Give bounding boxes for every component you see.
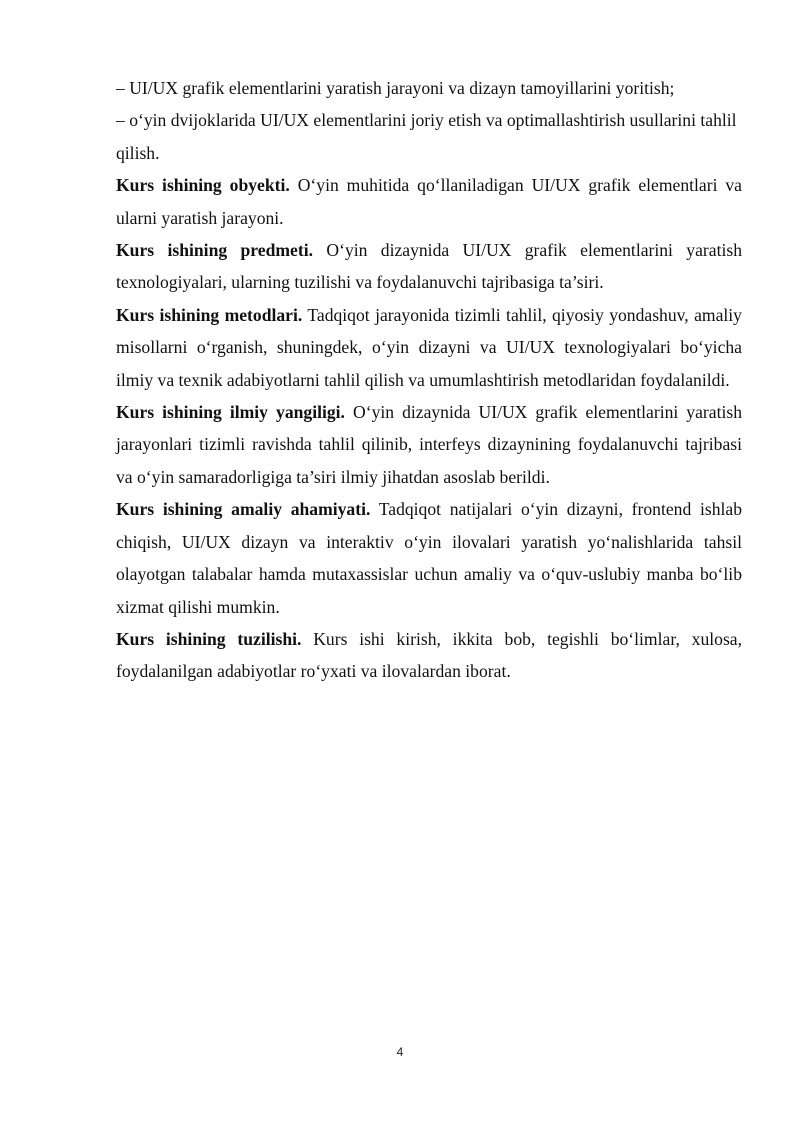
section-predmet (116, 234, 742, 299)
section-ahamiyat-label: Kurs ishining amaliy ahamiyati. (116, 499, 371, 520)
section-tuzilish-label: Kurs ishining tuzilishi. (116, 628, 302, 649)
section-obyekt-text: O‘yin muhitida qo‘llaniladigan UI/UX grafik elementlari va ularni yaratish jarayoni. (116, 175, 742, 228)
objective-item-2 (116, 104, 742, 169)
section-tuzilish (116, 623, 742, 688)
section-metodlar (116, 299, 742, 396)
section-obyekt-label: Kurs ishining obyekti. (116, 175, 290, 196)
page-body (116, 72, 742, 688)
section-ahamiyat-text: Tadqiqot natijalari o‘yin dizayni, frontend ishlab chiqish, UI/UX dizayn va interaktiv o‘yin ilovalari yaratish yo‘nalishlarida tahsil olayotgan talabalar hamda mutaxassislar uchun amaliy va o‘quv-uslubiy manba bo‘lib xizmat qilishi mumkin. (116, 499, 742, 617)
section-metodlar-text: Tadqiqot jarayonida tizimli tahlil, qiyosiy yondashuv, amaliy misollarni o‘rganish, shuningdek, o‘yin dizayni va UI/UX texnologiyalari bo‘yicha ilmiy va texnik adabiyotlarni tahlil qilish va umumlashtirish metodlaridan foydalanildi. (116, 304, 742, 390)
section-obyekt (116, 169, 742, 234)
objective-item-1 (116, 72, 742, 104)
section-metodlar-label: Kurs ishining metodlari. (116, 304, 303, 325)
section-tuzilish-text: Kurs ishi kirish, ikkita bob, tegishli bo‘limlar, xulosa, foydalanilgan adabiyotlar ro‘yxati va ilovalardan iborat. (116, 628, 742, 682)
section-ahamiyat (116, 493, 742, 623)
section-predmet-label: Kurs ishining predmeti. (116, 240, 313, 261)
section-yangilik (116, 396, 742, 493)
objective-item-1-text: – UI/UX grafik elementlarini yaratish jarayoni va dizayn tamoyillarini yoritish; (116, 78, 675, 98)
objective-item-2-text: – o‘yin dvijoklarida UI/UX elementlarini joriy etish va optimallashtirish usullarini tahlil qilish. (116, 110, 737, 163)
section-predmet-text: O‘yin dizaynida UI/UX grafik elementlarini yaratish texnologiyalari, ularning tuzilishi va foydalanuvchi tajribasiga ta’siri. (116, 240, 742, 293)
page-number: 4 (396, 1045, 404, 1059)
section-yangilik-text: O‘yin dizaynida UI/UX grafik elementlarini yaratish jarayonlari tizimli ravishda tahlil qilinib, interfeys dizaynining foydalanuvchi tajribasi va o‘yin samaradorligiga ta’siri ilmiy jihatdan asoslab berildi. (116, 402, 743, 487)
section-yangilik-label: Kurs ishining ilmiy yangiligi. (116, 402, 345, 423)
